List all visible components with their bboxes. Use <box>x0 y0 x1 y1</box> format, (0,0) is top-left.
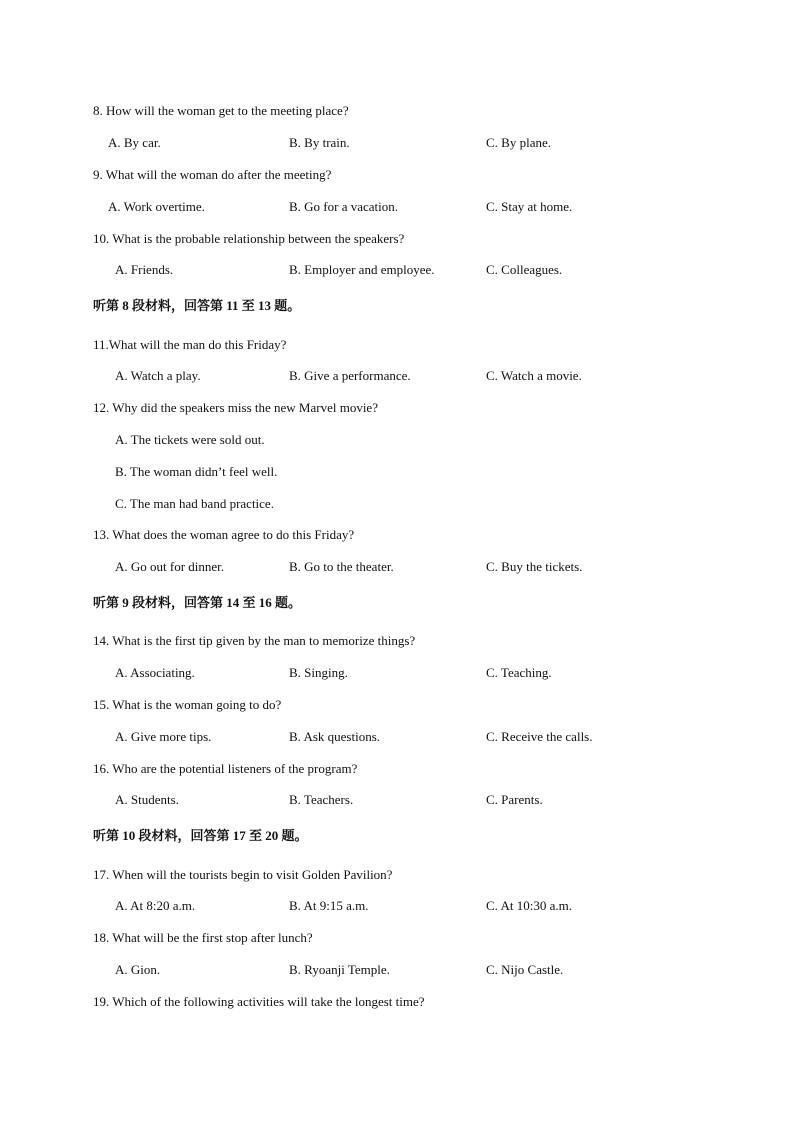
q8-option-b: B. By train. <box>289 135 350 150</box>
q13-option-b: B. Go to the theater. <box>289 559 394 574</box>
q9-option-c: C. Stay at home. <box>486 199 573 214</box>
q16-option-b: B. Teachers. <box>289 792 354 807</box>
q8-option-a: A. By car. <box>108 135 161 150</box>
question-12: 12. Why did the speakers miss the new Marvel movie? <box>93 400 378 415</box>
q14-option-b: B. Singing. <box>289 665 348 680</box>
q15-option-b: B. Ask questions. <box>289 729 381 744</box>
q11-option-b: B. Give a performance. <box>289 368 411 383</box>
question-8: 8. How will the woman get to the meeting place? <box>93 103 349 118</box>
q12-option-c: C. The man had band practice. <box>115 496 274 511</box>
question-19: 19. Which of the following activities will take the longest time? <box>93 994 425 1009</box>
question-10: 10. What is the probable relationship between the speakers? <box>93 231 405 246</box>
q13-option-c: C. Buy the tickets. <box>486 559 583 574</box>
q10-option-c: C. Colleagues. <box>486 262 563 277</box>
q13-option-a: A. Go out for dinner. <box>115 559 225 574</box>
q9-option-a: A. Work overtime. <box>108 199 205 214</box>
question-9: 9. What will the woman do after the meeting? <box>93 167 332 182</box>
question-11: 11.What will the man do this Friday? <box>93 337 287 352</box>
question-14: 14. What is the first tip given by the man to memorize things? <box>93 633 416 648</box>
question-13: 13. What does the woman agree to do this Friday? <box>93 527 355 542</box>
question-16: 16. Who are the potential listeners of the program? <box>93 761 358 776</box>
q18-option-b: B. Ryoanji Temple. <box>289 962 390 977</box>
q17-option-b: B. At 9:15 a.m. <box>289 898 369 913</box>
q17-option-a: A. At 8:20 a.m. <box>115 898 196 913</box>
q12-option-a: A. The tickets were sold out. <box>115 432 265 447</box>
q15-option-a: A. Give more tips. <box>115 729 212 744</box>
question-18: 18. What will be the first stop after lunch? <box>93 930 313 945</box>
q18-option-c: C. Nijo Castle. <box>486 962 564 977</box>
section-9-heading: 听第 9 段材料，回答第 14 至 16 题。 <box>93 595 302 610</box>
question-15: 15. What is the woman going to do? <box>93 697 282 712</box>
q10-option-a: A. Friends. <box>115 262 174 277</box>
section-8-heading: 听第 8 段材料，回答第 11 至 13 题。 <box>93 298 301 313</box>
q18-option-a: A. Gion. <box>115 962 161 977</box>
q17-option-c: C. At 10:30 a.m. <box>486 898 572 913</box>
q15-option-c: C. Receive the calls. <box>486 729 593 744</box>
q11-option-a: A. Watch a play. <box>115 368 201 383</box>
q9-option-b: B. Go for a vacation. <box>289 199 399 214</box>
q14-option-c: C. Teaching. <box>486 665 552 680</box>
section-10-heading: 听第 10 段材料，回答第 17 至 20 题。 <box>93 828 308 843</box>
q11-option-c: C. Watch a movie. <box>486 368 582 383</box>
question-17: 17. When will the tourists begin to visit Golden Pavilion? <box>93 867 393 882</box>
q8-option-c: C. By plane. <box>486 135 551 150</box>
q12-option-b: B. The woman didn’t feel well. <box>115 464 278 479</box>
q14-option-a: A. Associating. <box>115 665 195 680</box>
q16-option-c: C. Parents. <box>486 792 543 807</box>
q16-option-a: A. Students. <box>115 792 179 807</box>
q10-option-b: B. Employer and employee. <box>289 262 435 277</box>
